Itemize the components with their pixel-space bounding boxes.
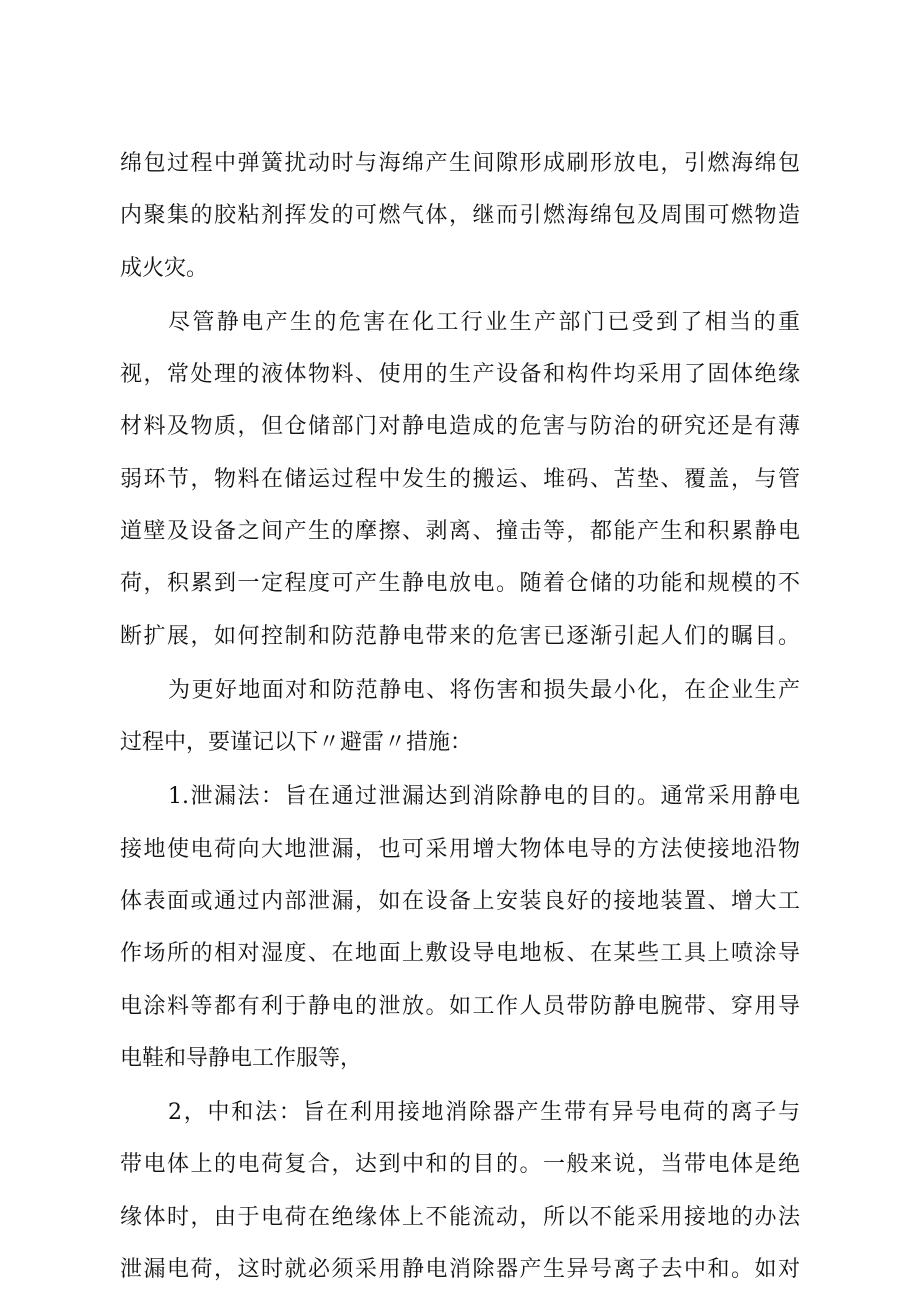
text-line: 道壁及设备之间产生的摩擦、剥离、撞击等，都能产生和积累静电 [120,519,800,544]
text-line: 作场所的相对湿度、在地面上敷设导电地板、在某些工具上喷涂导 [120,941,800,966]
text-line: 内聚集的胶粘剂挥发的可燃气体，继而引燃海绵包及周围可燃物造 [120,203,800,228]
paragraph-first-line: 尽管静电产生的危害在化工行业生产部门已受到了相当的重 [168,310,800,335]
text-line: 断扩展，如何控制和防范静电带来的危害已逐渐引起人们的瞩目。 [120,624,800,649]
text-line: 视，常处理的液体物料、使用的生产设备和构件均采用了固体绝缘 [120,362,800,387]
text-line: 过程中，要谨记以下〃避雷〃措施： [120,730,473,755]
text-line: 电鞋和导静电工作服等， [120,1046,363,1071]
list-item-1-first-line: 1.泄漏法：旨在通过泄漏达到消除静电的目的。通常采用静电 [168,784,800,809]
text-line: 成火灾。 [120,256,209,281]
text-line: 电涂料等都有利于静电的泄放。如工作人员带防静电腕带、穿用导 [120,994,800,1019]
paragraph-first-line: 为更好地面对和防范静电、将伤害和损失最小化，在企业生产 [168,678,800,703]
list-item-2-first-line: 2，中和法：旨在利用接地消除器产生带有异号电荷的离子与 [168,1100,800,1125]
text-line: 荷，积累到一定程度可产生静电放电。随着仓储的功能和规模的不 [120,571,800,596]
text-line: 材料及物质，但仓储部门对静电造成的危害与防治的研究还是有薄 [120,414,800,439]
text-line: 接地使电荷向大地泄漏，也可采用增大物体电导的方法使接地沿物 [120,837,800,862]
text-line: 缘体时，由于电荷在绝缘体上不能流动，所以不能采用接地的办法 [120,1205,800,1230]
text-line: 泄漏电荷，这时就必须采用静电消除器产生异号离子去中和。如对 [120,1257,800,1282]
text-line: 弱环节，物料在储运过程中发生的搬运、堆码、苫垫、覆盖，与管 [120,467,800,492]
text-line: 带电体上的电荷复合，达到中和的目的。一般来说，当带电体是绝 [120,1152,800,1177]
text-line: 体表面或通过内部泄漏，如在设备上安装良好的接地装置、增大工 [120,889,800,914]
text-line: 绵包过程中弹簧扰动时与海绵产生间隙形成刷形放电，引燃海绵包 [120,151,800,176]
